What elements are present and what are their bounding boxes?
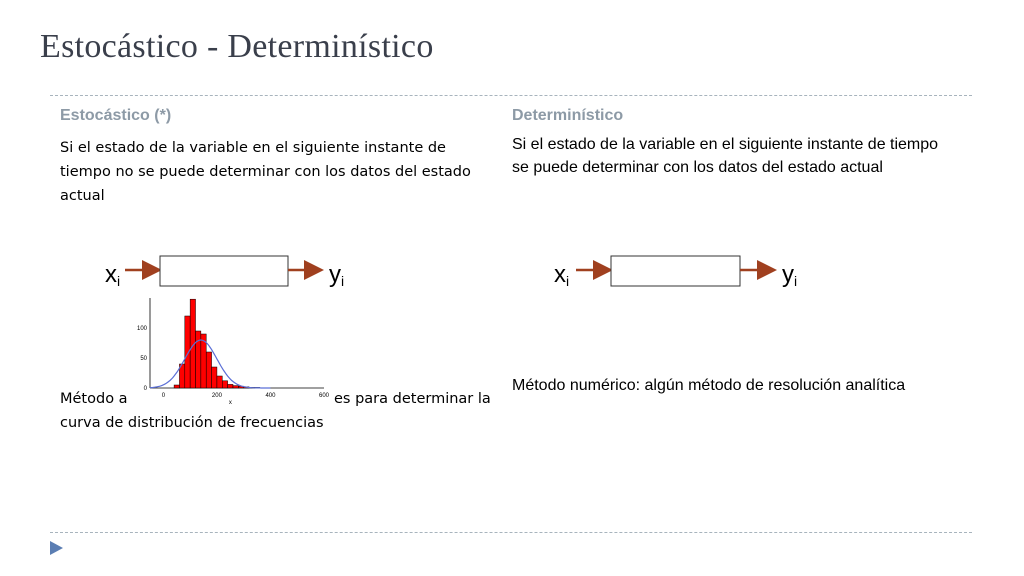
- bottom-divider: [50, 532, 972, 533]
- deterministic-description: Si el estado de la variable en el siguiente instante de tiempo se puede determinar con los datos del estado actual: [512, 136, 939, 176]
- top-divider: [50, 95, 972, 96]
- slide-title: Estocástico - Determinístico: [40, 28, 434, 65]
- deterministic-system-box: [611, 256, 740, 286]
- stochastic-method-line2: curva de distribución de frecuencias: [60, 415, 324, 431]
- histogram-bar: [228, 384, 233, 388]
- histogram-bar: [233, 386, 238, 388]
- stochastic-method-end: es para determinar la: [334, 391, 491, 407]
- deterministic-method: Método numérico: algún método de resolución analítica: [512, 377, 906, 394]
- histogram-bar: [217, 376, 222, 388]
- histogram-x-tick: 200: [211, 393, 222, 399]
- stochastic-heading: Estocástico (*): [60, 107, 172, 124]
- stochastic-block-diagram: [95, 250, 375, 300]
- histogram-bar: [222, 381, 227, 388]
- deterministic-output-label: yi: [782, 261, 798, 289]
- histogram-x-label: x: [228, 400, 232, 406]
- next-slide-arrow-icon[interactable]: [50, 541, 63, 555]
- histogram-x-tick: 0: [161, 393, 166, 399]
- stochastic-system-box: [160, 256, 288, 286]
- histogram-y-tick: 50: [140, 356, 147, 362]
- deterministic-block-diagram: [546, 250, 826, 300]
- stochastic-description: Si el estado de la variable en el siguiente instante de tiempo no se puede determinar con los datos del estado actual: [60, 140, 471, 204]
- histogram-y-tick: 0: [143, 386, 147, 392]
- histogram-x-tick: 400: [265, 393, 276, 399]
- histogram-x-tick: 600: [318, 393, 330, 399]
- frequency-histogram: [128, 296, 328, 408]
- stochastic-input-label: xi: [105, 261, 121, 289]
- stochastic-output-label: yi: [329, 261, 345, 289]
- histogram-background: [128, 296, 328, 408]
- histogram-bar: [206, 352, 211, 388]
- deterministic-input-label: xi: [554, 261, 570, 289]
- histogram-bar: [174, 385, 179, 388]
- stochastic-method-start: Método a: [60, 391, 128, 407]
- histogram-bar: [212, 367, 217, 388]
- deterministic-heading: Determinístico: [512, 107, 624, 124]
- histogram-y-tick: 100: [136, 326, 147, 332]
